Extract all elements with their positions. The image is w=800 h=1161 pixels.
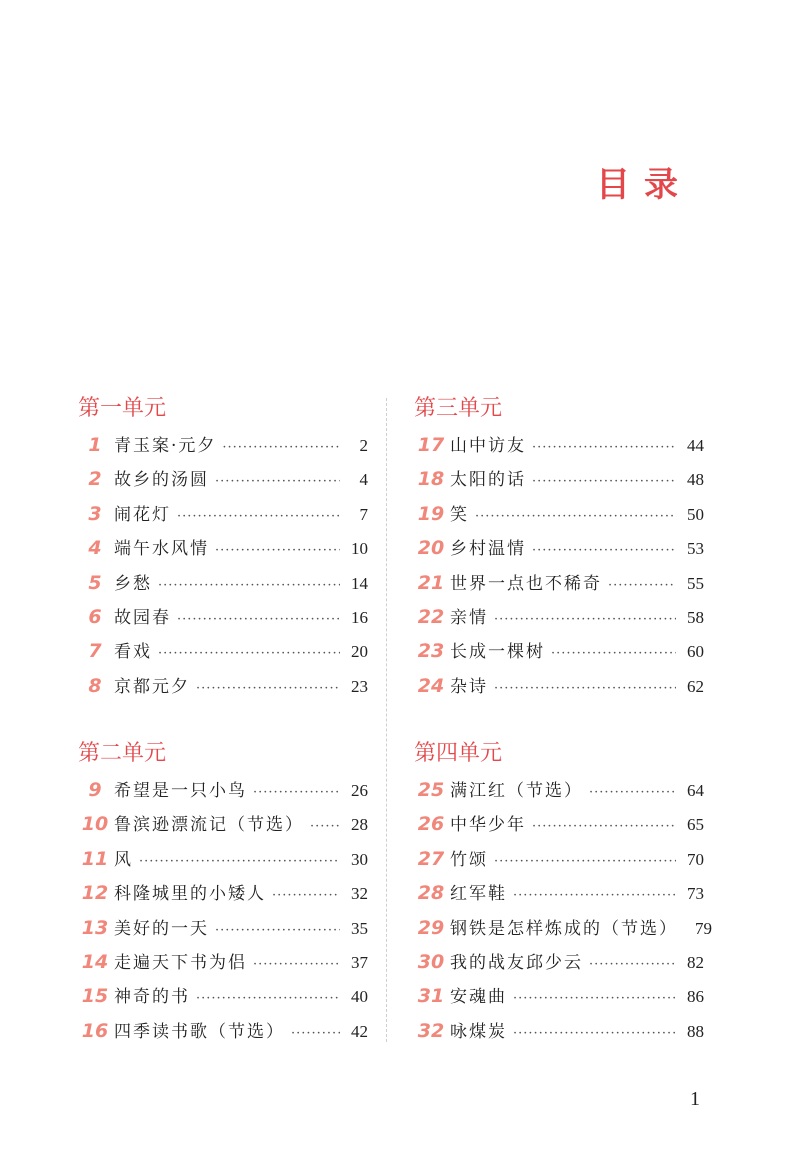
toc-entry: [414, 945, 704, 979]
lesson-number: 25: [417, 779, 445, 801]
dot-leader: [222, 431, 340, 465]
lesson-page: 55: [687, 573, 704, 593]
dot-leader: [589, 948, 676, 982]
dot-leader: [513, 982, 676, 1016]
toc-entry: [414, 634, 704, 668]
lesson-title: 咏煤炭: [450, 1021, 507, 1042]
lesson-number: 15: [81, 985, 109, 1008]
lesson-number: 1: [88, 434, 102, 456]
lesson-page: 65: [687, 815, 704, 835]
dot-leader: [253, 948, 340, 982]
lesson-page: 70: [687, 849, 704, 869]
unit-entries: [78, 773, 368, 1048]
toc-entry: [78, 634, 368, 668]
unit-entries: [414, 773, 712, 1048]
lesson-title: 太阳的话: [450, 470, 526, 491]
lesson-page: 30: [351, 849, 368, 869]
lesson-page: 58: [687, 607, 704, 627]
lesson-page: 14: [351, 573, 368, 593]
toc-entry: [78, 600, 368, 634]
dot-leader: [532, 465, 676, 499]
dot-leader: [589, 776, 676, 810]
lesson-number: 24: [417, 674, 445, 697]
lesson-number: 11: [81, 847, 109, 870]
lesson-page: 79: [695, 918, 712, 938]
lesson-number: 29: [417, 916, 445, 939]
lesson-number: 6: [88, 605, 102, 628]
dot-leader: [158, 569, 340, 603]
dot-leader: [494, 845, 676, 879]
toc-entry: [78, 842, 368, 876]
lesson-title: 乡愁: [114, 573, 152, 594]
lesson-title: 青玉案·元夕: [114, 436, 217, 456]
lesson-title: 风: [114, 849, 133, 870]
lesson-number: 26: [417, 813, 445, 836]
dot-leader: [494, 672, 676, 706]
dot-leader: [608, 569, 676, 603]
lesson-page: 86: [687, 987, 704, 1007]
page-number: 1: [690, 1088, 700, 1110]
unit-heading: 第四单元: [414, 741, 503, 766]
toc-entry: [414, 428, 704, 462]
toc-entry: [414, 566, 704, 600]
dot-leader: [291, 1017, 340, 1051]
toc-entry: [414, 979, 704, 1013]
lesson-number: 21: [417, 571, 445, 594]
lesson-title: 故乡的汤圆: [114, 470, 209, 491]
lesson-number: 8: [88, 674, 102, 697]
toc-entry: [78, 669, 368, 703]
lesson-number: 28: [417, 882, 445, 905]
lesson-page: 26: [351, 781, 368, 800]
dot-leader: [215, 534, 340, 568]
lesson-page: 48: [687, 470, 704, 490]
lesson-number: 12: [81, 882, 109, 905]
lesson-title: 亲情: [450, 607, 488, 628]
lesson-page: 64: [687, 781, 704, 800]
toc-entry: [414, 669, 704, 703]
lesson-title: 科隆城里的小矮人: [114, 884, 266, 905]
lesson-title: 鲁滨逊漂流记（节选）: [114, 815, 304, 836]
unit-heading: 第一单元: [78, 396, 167, 421]
lesson-page: 42: [351, 1021, 368, 1041]
lesson-title: 安魂曲: [450, 987, 507, 1008]
dot-leader: [196, 672, 340, 706]
lesson-number: 18: [417, 468, 445, 491]
toc-entry: [78, 773, 368, 807]
lesson-title: 满江红（节选）: [450, 781, 583, 801]
lesson-title: 美好的一天: [114, 918, 209, 939]
lesson-number: 31: [417, 985, 445, 1008]
dot-leader: [272, 879, 340, 913]
lesson-number: 30: [417, 950, 445, 973]
lesson-title: 钢铁是怎样炼成的（节选）: [450, 918, 678, 939]
lesson-title: 端午水风情: [114, 539, 209, 560]
lesson-title: 山中访友: [450, 436, 526, 456]
toc-entry: [414, 497, 704, 531]
lesson-title: 笑: [450, 504, 469, 525]
lesson-page: 10: [351, 539, 368, 559]
lesson-number: 2: [88, 468, 102, 491]
lesson-number: 9: [88, 779, 102, 801]
unit-entries: [78, 428, 368, 703]
lesson-title: 长成一棵树: [450, 642, 545, 663]
lesson-title: 红军鞋: [450, 884, 507, 905]
lesson-page: 7: [359, 504, 368, 524]
lesson-page: 28: [351, 815, 368, 835]
lesson-page: 20: [351, 642, 368, 662]
lesson-title: 世界一点也不稀奇: [450, 573, 602, 594]
unit-4: [414, 739, 712, 1048]
dot-leader: [532, 810, 676, 844]
lesson-page: 40: [351, 987, 368, 1007]
dot-leader: [494, 603, 676, 637]
toc-entry: [78, 1014, 368, 1048]
lesson-title: 杂诗: [450, 676, 488, 697]
toc-entry: [414, 531, 704, 565]
lesson-number: 32: [417, 1019, 445, 1042]
dot-leader: [532, 534, 676, 568]
lesson-page: 37: [351, 952, 368, 972]
lesson-title: 乡村温情: [450, 539, 526, 560]
dot-leader: [475, 500, 676, 534]
dot-leader: [532, 431, 676, 465]
lesson-title: 竹颂: [450, 849, 488, 870]
toc-entry: [414, 773, 704, 807]
toc-entry: [78, 979, 368, 1013]
lesson-number: 4: [88, 537, 102, 560]
lesson-page: 53: [687, 539, 704, 559]
dot-leader: [177, 500, 340, 534]
lesson-title: 走遍天下书为侣: [114, 952, 247, 973]
lesson-title: 我的战友邱少云: [450, 952, 583, 973]
toc-entry: [78, 911, 368, 945]
dot-leader: [196, 982, 340, 1016]
unit-entries: [414, 428, 704, 703]
lesson-number: 14: [81, 950, 109, 973]
dot-leader: [551, 637, 676, 671]
toc-entry: [414, 807, 704, 841]
dot-leader: [513, 1017, 676, 1051]
lesson-title: 闹花灯: [114, 504, 171, 525]
toc-entry: [78, 945, 368, 979]
lesson-page: 35: [351, 918, 368, 938]
dot-leader: [177, 603, 340, 637]
lesson-title: 故园春: [114, 607, 171, 628]
lesson-number: 22: [417, 605, 445, 628]
lesson-page: 73: [687, 884, 704, 904]
lesson-page: 2: [359, 436, 368, 455]
lesson-number: 23: [417, 640, 445, 663]
toc-entry: [78, 497, 368, 531]
unit-2: [78, 739, 368, 1048]
lesson-title: 中华少年: [450, 815, 526, 836]
lesson-number: 19: [417, 502, 445, 525]
lesson-page: 50: [687, 504, 704, 524]
lesson-page: 23: [351, 676, 368, 696]
lesson-title: 神奇的书: [114, 987, 190, 1008]
dot-leader: [310, 810, 340, 844]
lesson-title: 看戏: [114, 642, 152, 663]
lesson-number: 17: [417, 434, 445, 456]
dot-leader: [253, 776, 340, 810]
lesson-number: 20: [417, 537, 445, 560]
lesson-number: 3: [88, 502, 102, 525]
lesson-page: 88: [687, 1021, 704, 1041]
column-divider: [386, 398, 387, 1042]
dot-leader: [513, 879, 676, 913]
lesson-page: 16: [351, 607, 368, 627]
toc-entry: [414, 911, 712, 945]
toc-entry: [414, 462, 704, 496]
lesson-number: 13: [81, 916, 109, 939]
dot-leader: [215, 914, 340, 948]
lesson-title: 四季读书歌（节选）: [114, 1021, 285, 1042]
dot-leader: [158, 637, 340, 671]
lesson-title: 京都元夕: [114, 676, 190, 697]
lesson-page: 32: [351, 884, 368, 904]
unit-heading: 第三单元: [414, 396, 503, 421]
lesson-page: 4: [359, 470, 368, 490]
page-title: 目录: [596, 165, 692, 205]
lesson-number: 10: [81, 813, 109, 836]
dot-leader: [139, 845, 340, 879]
lesson-page: 44: [687, 436, 704, 455]
toc-entry: [78, 807, 368, 841]
toc-entry: [78, 876, 368, 910]
toc-entry: [414, 1014, 704, 1048]
lesson-number: 16: [81, 1019, 109, 1042]
lesson-page: 62: [687, 676, 704, 696]
unit-3: [414, 394, 704, 703]
unit-1: [78, 394, 368, 703]
toc-entry: [78, 428, 368, 462]
dot-leader: [215, 465, 340, 499]
toc-entry: [414, 600, 704, 634]
lesson-page: 60: [687, 642, 704, 662]
lesson-title: 希望是一只小鸟: [114, 781, 247, 801]
toc-entry: [414, 842, 704, 876]
unit-heading: 第二单元: [78, 741, 167, 766]
lesson-page: 82: [687, 952, 704, 972]
toc-entry: [78, 566, 368, 600]
toc-entry: [78, 462, 368, 496]
lesson-number: 7: [88, 640, 102, 663]
lesson-number: 27: [417, 847, 445, 870]
toc-entry: [78, 531, 368, 565]
toc-entry: [414, 876, 704, 910]
lesson-number: 5: [88, 571, 102, 594]
